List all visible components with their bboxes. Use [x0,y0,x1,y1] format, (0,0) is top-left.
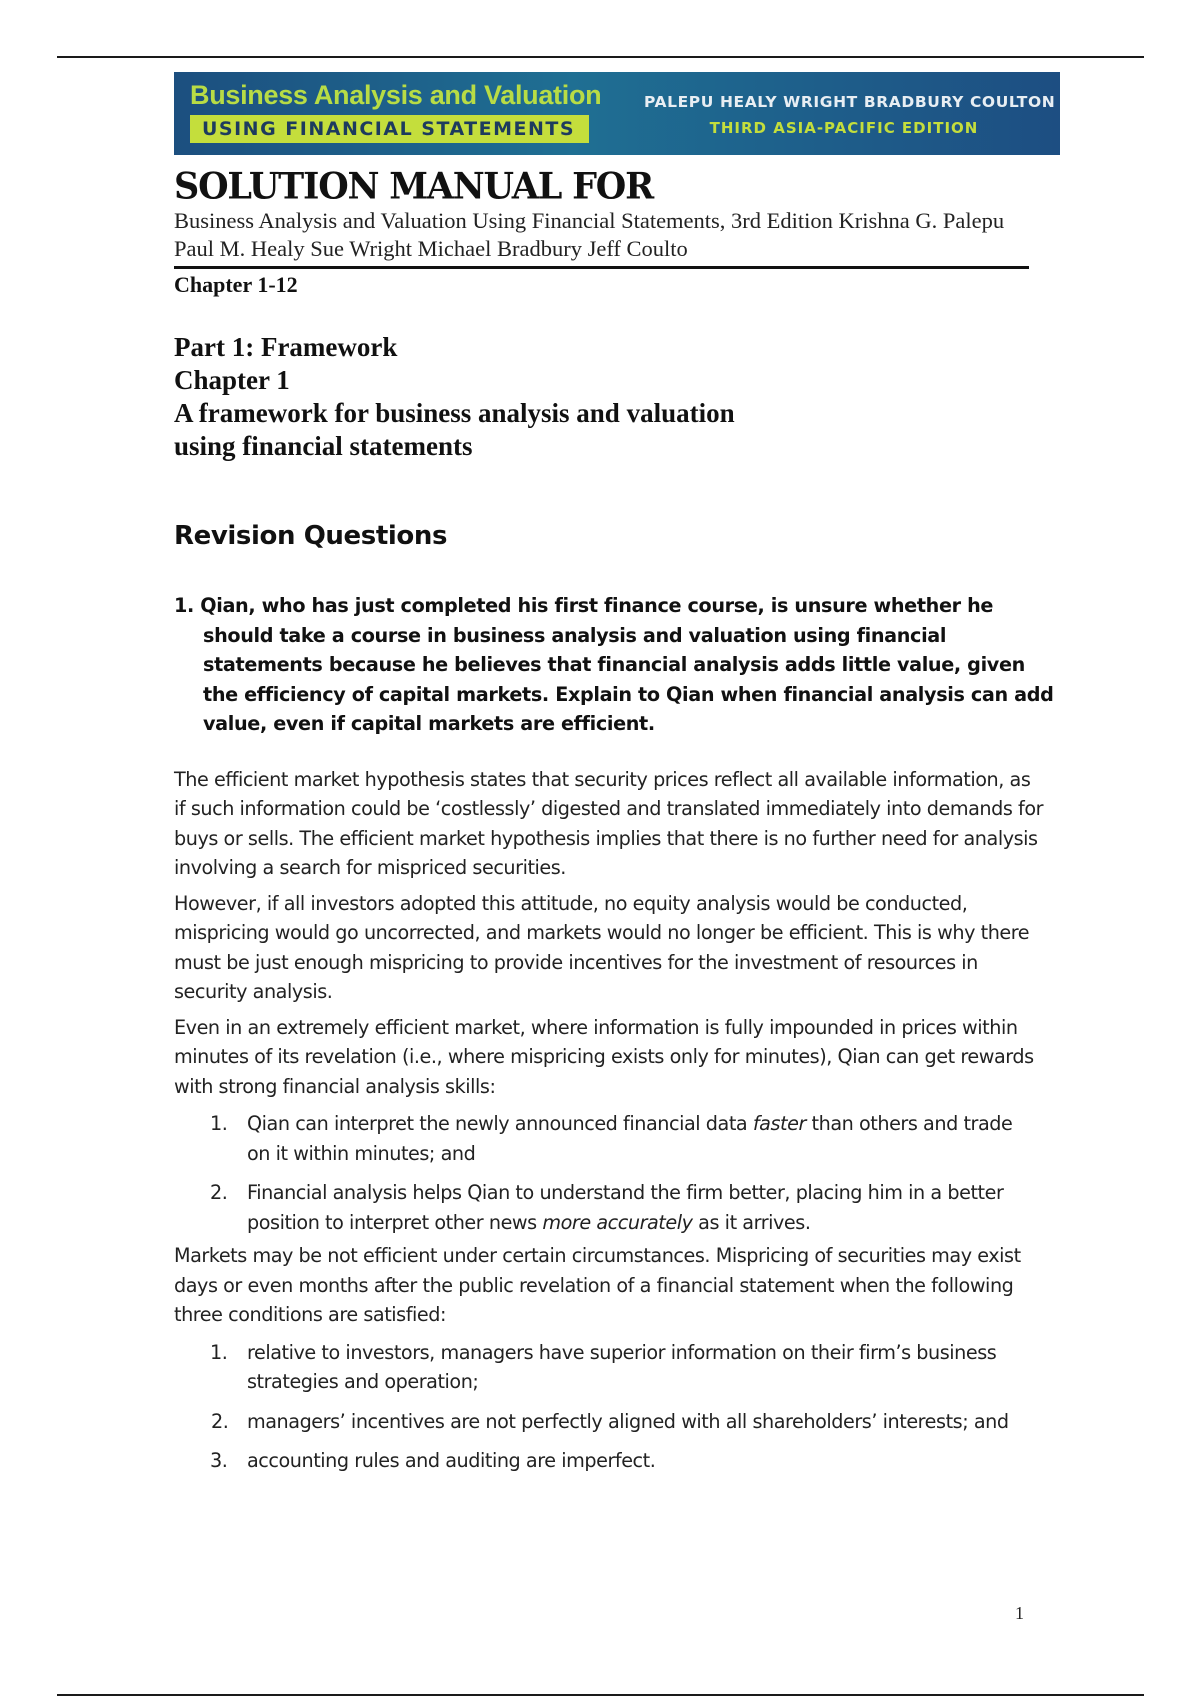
part-label: Part 1: Framework [174,332,398,362]
list-item-text: managers’ incentives are not perfectly aligned with all shareholders’ interests; and [247,1409,1009,1433]
manual-title: SOLUTION MANUAL FOR [174,164,653,208]
list-item-text: Qian can interpret the newly announced financial data [247,1112,753,1135]
chapter-label: Chapter 1 [174,365,290,395]
banner-subtitle: USING FINANCIAL STATEMENTS [190,115,589,143]
conditions-list [174,1338,1034,1476]
list-item-text: Financial analysis helps Qian to understand the firm better, placing him in a better position to interpret other news [247,1181,1004,1234]
book-cover-banner [174,72,1060,155]
list-item [174,1109,1027,1168]
chapter-title-line-1: A framework for business analysis and valuation [174,398,735,428]
banner-title: Business Analysis and Valuation [190,80,602,110]
list-item-text: accounting rules and auditing are imperfect. [247,1449,656,1472]
skills-list [174,1109,1034,1237]
section-heading: Revision Questions [174,521,448,551]
part-heading-block [174,331,1034,463]
chapter-range: Chapter 1-12 [174,272,298,297]
list-item [174,1338,1027,1397]
list-item-text: than others and trade on it within minutes; and [247,1112,1013,1165]
list-item [174,1178,1027,1237]
list-item-number: 2. [210,1181,228,1204]
book-description: Business Analysis and Valuation Using Financial Statements, 3rd Edition Krishna G. Palepu Paul M. Healy Sue Wright Michael Bradbury Jeff Coulto [174,208,1005,261]
list-item-emphasis: more accurately [542,1210,693,1234]
banner-edition: THIRD ASIA-PACIFIC EDITION [709,119,979,137]
page-bottom-rule [57,1694,1144,1696]
answer-paragraph-2: However, if all investors adopted this attitude, no equity analysis would be conducted, mispricing would go uncorrected, and markets would no longer be efficient. This is why there must be just enough mispricing to provide incentives for the investment of resources in security analysis. [174,891,1030,1003]
list-item-emphasis: faster [752,1112,806,1135]
page-top-rule [57,56,1144,58]
list-item-number: 3. [210,1449,228,1472]
list-item [174,1446,1027,1476]
document-content [174,72,1056,1486]
list-item-text: as it arrives. [692,1210,811,1234]
answer-paragraph-1: The efficient market hypothesis states that security prices reflect all available information, as if such information could be ‘costlessly’ digested and translated immediately into demands for buys or sells. The efficient market hypothesis implies that there is no further need for analysis involving a search for mispriced securities. [174,767,1044,879]
chapter-title-line-2: using financial statements [174,431,473,461]
banner-authors: PALEPU HEALY WRIGHT BRADBURY COULTON [644,93,1056,111]
answer-paragraph-4: Markets may be not efficient under certain circumstances. Mispricing of securities may exist days or even months after the public revelation of a financial statement when the following three conditions are satisfied: [174,1244,1021,1326]
header-divider [174,266,1029,269]
list-item-text: relative to investors, managers have superior information on their firm’s business strategies and operation; [247,1340,997,1393]
page-number: 1 [1015,1603,1024,1623]
question-1: 1. Qian, who has just completed his first finance course, is unsure whether he should take a course in business analysis and valuation using financial statements because he believes that financial analysis adds little value, given the efficiency of capital markets. Explain to Qian when financial analysis can add value, even if capital markets are efficient. [174,594,1054,735]
list-item-number: 1. [210,1112,228,1135]
banner-author-block [644,92,1056,138]
banner-title-block [190,79,620,143]
answer-paragraph-3: Even in an extremely efficient market, where information is fully impounded in prices within minutes of its revelation (i.e., where mispricing exists only for minutes), Qian can get rewards with strong financial analysis skills: [174,1015,1034,1098]
list-item-number: 1. [210,1340,228,1364]
list-item [174,1407,1027,1437]
list-item-number: 2. [211,1409,229,1433]
